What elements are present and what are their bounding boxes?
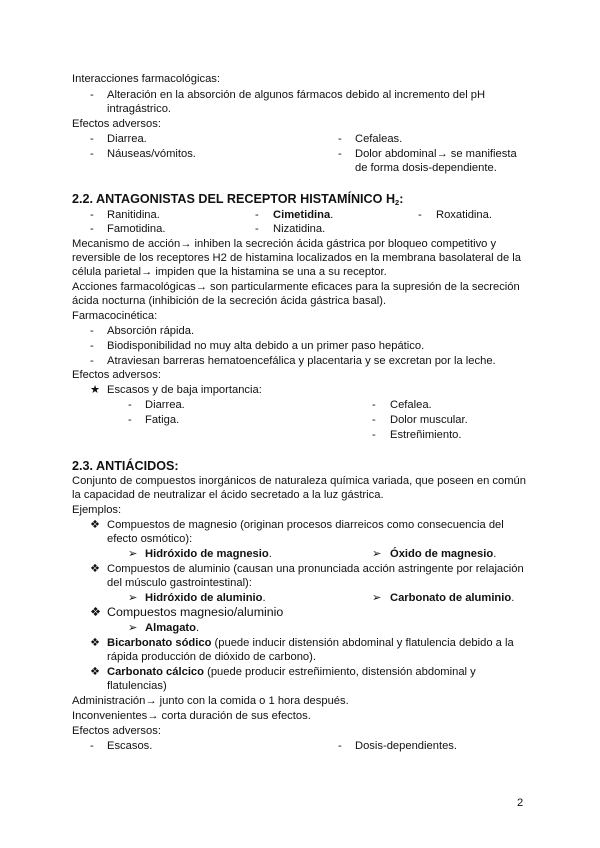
drug-item-bold — [273, 208, 333, 222]
ejemplo-item: Compuestos de magnesio (originan procesos diarreicos como consecuencia del — [107, 519, 504, 531]
ejemplo-item — [107, 636, 514, 650]
inconvenientes-line: Inconvenientes→ corta duración de sus efectos. — [72, 710, 311, 722]
efecto-item: Fatiga. — [145, 414, 180, 426]
efecto-item-cont: de forma dosis-dependiente. — [355, 162, 497, 174]
dash-bullet: - — [90, 355, 94, 367]
page-number: 2 — [517, 797, 524, 809]
heading-text: 2.2. ANTAGONISTAS DEL RECEPTOR HISTAMÍNICO H — [72, 192, 396, 206]
compound-item: Hidróxido de aluminio. — [145, 592, 266, 604]
section-heading-2-3: 2.3. ANTIÁCIDOS: — [72, 459, 179, 473]
compound-name: Hidróxido de magnesio — [145, 548, 269, 560]
intro-line: Conjunto de compuestos inorgánicos de naturaleza química variada, que poseen en común — [72, 475, 527, 487]
compound-item: Óxido de magnesio. — [390, 548, 497, 560]
dash-bullet: - — [255, 223, 259, 235]
dash-bullet: - — [90, 325, 94, 337]
arrow-bullet-icon: ➢ — [128, 548, 138, 560]
arrow-bullet-icon: ➢ — [128, 622, 138, 634]
mecanismo-line: célula parietal→ impiden que la histamina se una a su receptor. — [72, 266, 387, 278]
interacciones-item: Alteración en la absorción de algunos fármacos debido al incremento del pH — [107, 89, 486, 101]
drug-bold-name: Cimetidina — [273, 209, 331, 221]
dash-bullet: - — [128, 414, 132, 426]
compound-name: Carbonato cálcico — [107, 666, 204, 678]
diamond-bullet-icon: ❖ — [90, 637, 101, 649]
acciones-line: Acciones farmacológicas→ son particularmente eficaces para la supresión de la secreción — [72, 281, 520, 293]
drug-item: Nizatidina. — [273, 223, 326, 235]
efectos-title: Efectos adversos: — [72, 118, 161, 130]
diamond-bullet-icon: ❖ — [90, 666, 101, 678]
arrow-bullet-icon: ➢ — [372, 592, 382, 604]
drug-period: . — [330, 209, 334, 221]
dash-bullet: - — [372, 399, 376, 411]
ejemplo-item — [107, 665, 476, 679]
interacciones-item-cont: intragástrico. — [107, 103, 172, 115]
drug-item: Ranitidina. — [107, 209, 160, 221]
farmacocinetica-item: Biodisponibilidad no muy alta debido a un primer paso hepático. — [107, 340, 425, 352]
compound-item: Almagato. — [145, 622, 200, 634]
efecto-item: Náuseas/vómitos. — [107, 148, 196, 160]
compound-name: Carbonato de aluminio — [390, 592, 512, 604]
ejemplo-item: Compuestos magnesio/aluminio — [107, 605, 284, 619]
dash-bullet: - — [128, 399, 132, 411]
drug-item: Famotidina. — [107, 223, 166, 235]
dash-bullet: - — [255, 209, 259, 221]
ejemplos-title: Ejemplos: — [72, 504, 122, 516]
compound-item: Hidróxido de magnesio. — [145, 548, 272, 560]
star-bullet-icon: ★ — [90, 384, 101, 396]
diamond-bullet-icon: ❖ — [90, 605, 102, 619]
compound-name: Óxido de magnesio — [390, 548, 494, 560]
compound-desc: (puede inducir distensión abdominal y flatulencia debido a la — [211, 637, 514, 649]
dash-bullet: - — [372, 414, 376, 426]
efectos-star-item: Escasos y de baja importancia: — [107, 384, 262, 396]
efecto-item: Escasos. — [107, 740, 153, 752]
farmacocinetica-title: Farmacocinética: — [72, 310, 158, 322]
compound-item: Carbonato de aluminio. — [390, 592, 515, 604]
diamond-bullet-icon: ❖ — [90, 519, 101, 531]
acciones-line: ácida nocturna (inhibición de la secreción ácida gástrica basal). — [72, 295, 387, 307]
efectos-title: Efectos adversos: — [72, 369, 161, 381]
compound-name: Hidróxido de aluminio — [145, 592, 263, 604]
efecto-item: Estreñimiento. — [390, 429, 462, 441]
interacciones-title: Interacciones farmacológicas: — [72, 73, 220, 85]
dash-bullet: - — [90, 740, 94, 752]
administracion-line: Administración→ junto con la comida o 1 hora después. — [72, 695, 349, 707]
efecto-item: Dolor abdominal→ se manifiesta — [355, 148, 517, 160]
dash-bullet: - — [372, 429, 376, 441]
compound-name: Almagato — [145, 622, 196, 634]
dash-bullet: - — [338, 133, 342, 145]
dash-bullet: - — [338, 148, 342, 160]
ejemplo-item-cont: flatulencias) — [107, 680, 167, 692]
dash-bullet: - — [418, 209, 422, 221]
dash-bullet: - — [90, 89, 94, 101]
efectos-title: Efectos adversos: — [72, 725, 161, 737]
efecto-item: Dolor muscular. — [390, 414, 468, 426]
arrow-bullet-icon: ➢ — [372, 548, 382, 560]
arrow-bullet-icon: ➢ — [128, 592, 138, 604]
efecto-item: Cefaleas. — [355, 133, 403, 145]
dash-bullet: - — [338, 740, 342, 752]
drug-item: Roxatidina. — [436, 209, 492, 221]
farmacocinetica-item: Atraviesan barreras hematoencefálica y placentaria y se excretan por la leche. — [107, 355, 496, 367]
efecto-item: Cefalea. — [390, 399, 432, 411]
efecto-item: Diarrea. — [107, 133, 147, 145]
ejemplo-item: Compuestos de aluminio (causan una pronunciada acción astringente por relajación — [107, 563, 524, 575]
dash-bullet: - — [90, 223, 94, 235]
dash-bullet: - — [90, 148, 94, 160]
diamond-bullet-icon: ❖ — [90, 563, 101, 575]
efecto-item: Diarrea. — [145, 399, 185, 411]
heading-colon: : — [399, 192, 404, 206]
compound-desc: (puede producir estreñimiento, distensión abdominal y — [203, 666, 476, 678]
ejemplo-item-cont: rápida producción de dióxido de carbono). — [107, 651, 316, 663]
dash-bullet: - — [90, 340, 94, 352]
ejemplo-item-cont: efecto osmótico): — [107, 533, 193, 545]
efecto-item: Dosis-dependientes. — [355, 740, 457, 752]
dash-bullet: - — [90, 209, 94, 221]
ejemplo-item-cont: del músculo gastrointestinal): — [107, 577, 252, 589]
dash-bullet: - — [90, 133, 94, 145]
farmacocinetica-item: Absorción rápida. — [107, 325, 195, 337]
mecanismo-line: reversible de los receptores H2 de histamina localizados en la membrana basolateral de la — [72, 252, 521, 264]
mecanismo-line: Mecanismo de acción→ inhiben la secreción ácida gástrica por bloqueo competitivo y — [72, 238, 497, 250]
heading-subscript: 2 — [395, 198, 400, 207]
intro-line: la capacidad de neutralizar el ácido secretado a la luz gástrica. — [72, 489, 384, 501]
compound-name: Bicarbonato sódico — [107, 637, 212, 649]
